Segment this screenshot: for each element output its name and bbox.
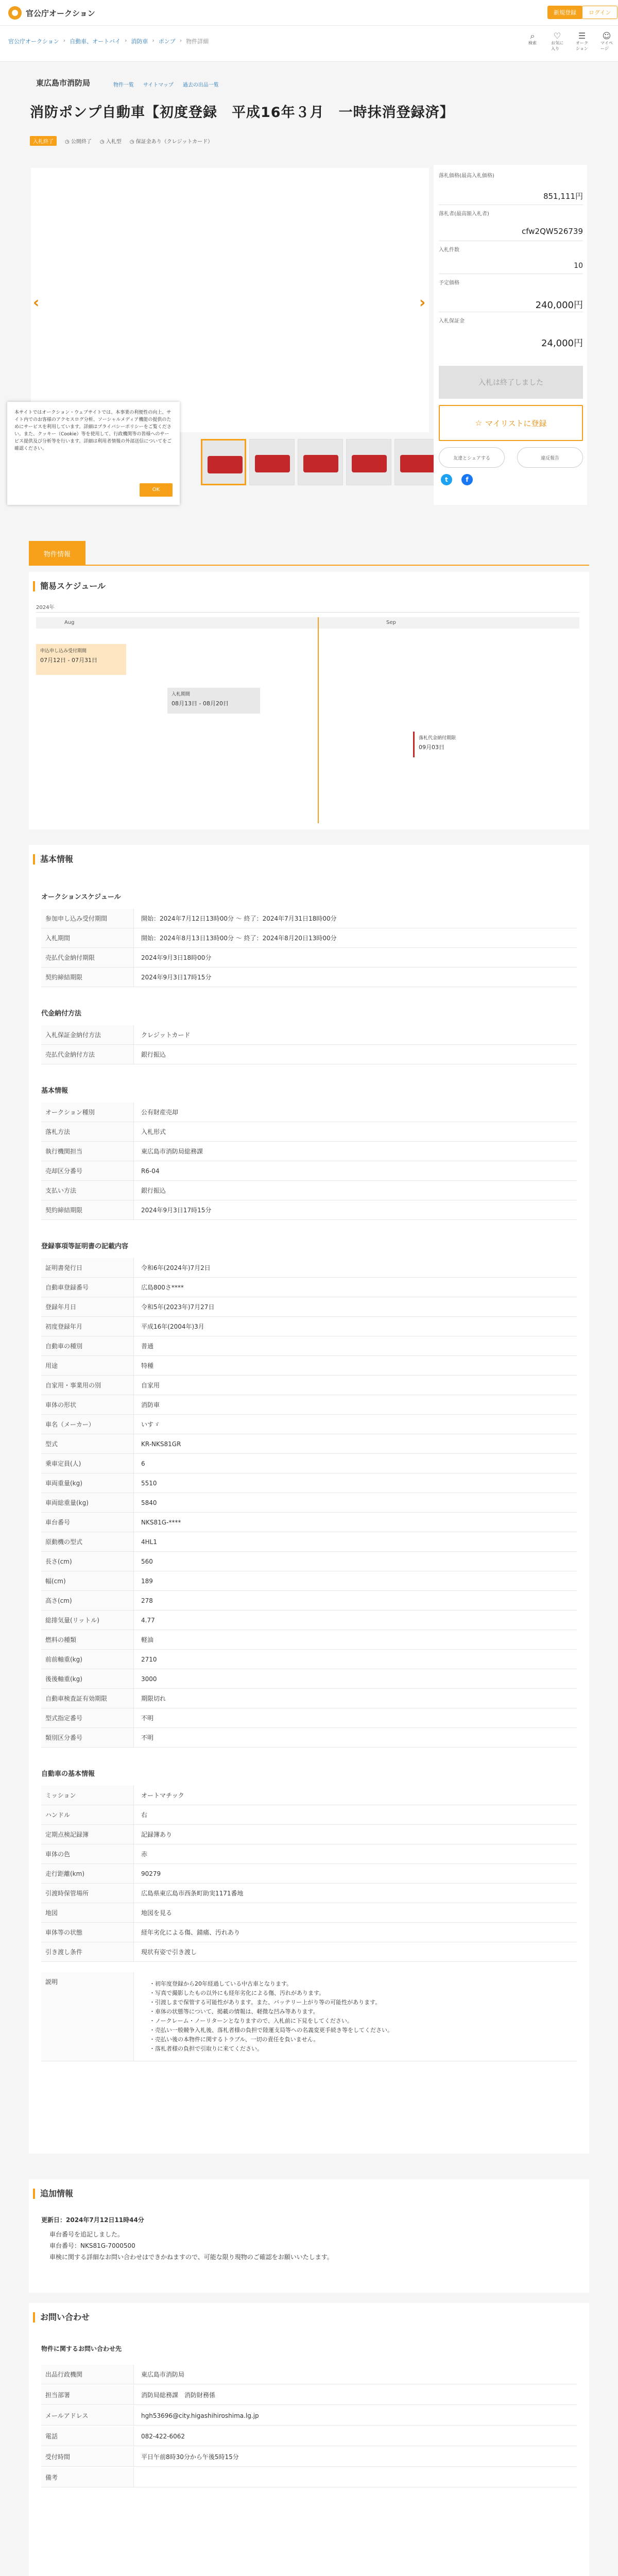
row-value: 特種 xyxy=(141,1362,154,1369)
row-value: 消防車 xyxy=(141,1401,160,1409)
row-value: 平成16年(2004年)3月 xyxy=(141,1323,204,1330)
table-row xyxy=(41,1336,577,1356)
description-row xyxy=(41,1972,577,2061)
row-key: 長さ(cm) xyxy=(41,1552,134,1571)
row-value: 現状有姿で引き渡し xyxy=(141,1948,197,1956)
row-value: 記録簿あり xyxy=(141,1831,173,1838)
row-key: 契約締結期限 xyxy=(41,968,134,987)
row-key: 参加申し込み受付期間 xyxy=(41,909,134,928)
row-value: 公有財産売却 xyxy=(141,1109,179,1116)
row-key: 電話 xyxy=(41,2427,134,2446)
table-row xyxy=(41,1571,577,1591)
main-image[interactable] xyxy=(31,168,429,432)
row-key: ミッション xyxy=(41,1786,134,1805)
schedule-year: 2024年 xyxy=(36,605,55,611)
row-key: 型式指定番号 xyxy=(41,1708,134,1727)
table-row xyxy=(41,1415,577,1434)
row-value: 銀行振込 xyxy=(141,1051,166,1058)
table-row xyxy=(41,1122,577,1142)
row-key: 前前軸重(kg) xyxy=(41,1650,134,1669)
row-value: KR-NKS81GR xyxy=(141,1440,181,1448)
table-row xyxy=(41,1434,577,1454)
row-value: 2710 xyxy=(141,1655,157,1663)
item-title: 消防ポンプ自動車【初度登録 平成16年３月 一時抹消登録済】 xyxy=(30,105,454,121)
table-row xyxy=(41,928,577,948)
table-row xyxy=(41,909,577,928)
table-row xyxy=(41,1532,577,1552)
row-key: 登録年月日 xyxy=(41,1297,134,1316)
table-row xyxy=(41,1473,577,1493)
price-row: 落札者(最高額入札者) cfw2QW526739 xyxy=(439,209,583,241)
table-row xyxy=(41,1045,577,1064)
register-button[interactable]: 新規登録 xyxy=(547,6,582,19)
row-key: 売払代金納付方法 xyxy=(41,1045,134,1064)
row-key: 引き渡し条件 xyxy=(41,1942,134,1961)
tab-item-info[interactable]: 物件情報 xyxy=(29,541,85,566)
row-key: 車体等の状態 xyxy=(41,1923,134,1942)
schedule-bar: 申込申し込み受付期間 07月12日 - 07月31日 xyxy=(36,644,126,675)
table-row xyxy=(41,1297,577,1317)
table-row xyxy=(41,1552,577,1571)
row-key: 備考 xyxy=(41,2468,134,2487)
bid-panel xyxy=(434,165,587,505)
table-row xyxy=(41,1025,577,1045)
table-row xyxy=(41,1142,577,1161)
row-key: 走行距離(km) xyxy=(41,1864,134,1883)
row-value: 銀行振込 xyxy=(141,1187,166,1194)
table-row xyxy=(41,1630,577,1650)
row-value: 6 xyxy=(141,1460,145,1467)
row-value: NKS81G-**** xyxy=(141,1518,181,1526)
row-key: 自動車の種別 xyxy=(41,1336,134,1355)
row-key: 原動機の型式 xyxy=(41,1532,134,1551)
thumbnail[interactable] xyxy=(249,439,295,485)
table-row xyxy=(41,1278,577,1297)
schedule-bar: 入札期間 08月13日 - 08月20日 xyxy=(167,688,260,714)
contact-card xyxy=(29,2303,589,2576)
row-value: 経年劣化による傷、錆痛、汚れあり xyxy=(141,1929,241,1936)
table-row xyxy=(41,1200,577,1220)
price-row: 予定価格 240,000円 xyxy=(439,278,583,312)
table-row xyxy=(41,1884,577,1903)
org-link[interactable]: 過去の出品一覧 xyxy=(182,82,219,88)
row-key: 用途 xyxy=(41,1356,134,1375)
item-tags xyxy=(30,136,213,146)
table-row xyxy=(41,1786,577,1805)
row-key: 支払い方法 xyxy=(41,1181,134,1200)
basic-info-heading: 基本情報 xyxy=(33,854,73,865)
row-value: 広島800さ**** xyxy=(141,1284,184,1291)
table-row xyxy=(41,1942,577,1962)
row-key: 地図 xyxy=(41,1903,134,1922)
row-key: 自動車登録番号 xyxy=(41,1278,134,1297)
table-group-title: 基本情報 xyxy=(41,1087,68,1095)
row-value: 東広島市消防局 xyxy=(141,2371,185,2378)
additional-info-card xyxy=(29,2179,589,2293)
breadcrumb-item[interactable]: 官公庁オークション xyxy=(8,38,59,45)
list-icon[interactable]: ☰ オークション xyxy=(576,31,588,51)
row-value: オートマチック xyxy=(141,1792,184,1799)
table-row xyxy=(41,948,577,968)
description-line: ・ノークレーム・ノーリターンとなりますので、入札前に下見をしてください。 xyxy=(149,2018,353,2024)
row-value: 入札形式 xyxy=(141,1128,166,1136)
row-value: 5510 xyxy=(141,1479,157,1487)
tag-label: ◷ 公開終了 xyxy=(65,139,92,145)
row-key: 後後軸重(kg) xyxy=(41,1669,134,1688)
map-link[interactable]: 地図を見る xyxy=(141,1909,173,1917)
logo-text: 官公庁オークション xyxy=(26,8,95,18)
row-value: 赤 xyxy=(141,1851,148,1858)
table-row xyxy=(41,1650,577,1669)
site-header xyxy=(0,0,618,26)
table-row xyxy=(41,1728,577,1748)
description-line: ・車体の状態等について、掲載の情報は、軽微な凹み等あります。 xyxy=(149,2008,319,2015)
row-key: メールアドレス xyxy=(41,2406,134,2425)
org-link[interactable]: 物件一覧 xyxy=(113,82,134,88)
table-row xyxy=(41,1805,577,1825)
row-key: 売却区分番号 xyxy=(41,1161,134,1180)
row-key: 落札方法 xyxy=(41,1122,134,1141)
table-row xyxy=(41,1103,577,1122)
table-row xyxy=(41,1689,577,1708)
row-key: 車両総重量(kg) xyxy=(41,1493,134,1512)
thumbnail-strip xyxy=(201,439,440,485)
email-link[interactable]: hgh53696@city.higashihiroshima.lg.jp xyxy=(141,2412,259,2419)
table-row xyxy=(41,1181,577,1200)
table-row xyxy=(41,1454,577,1473)
row-value: 560 xyxy=(141,1557,153,1565)
row-key: 引渡時保管場所 xyxy=(41,1884,134,1903)
description-line: ・写真で撮影したもの以外にも経年劣化による傷、汚れがあります。 xyxy=(149,1990,325,1996)
description-line: ・初年度登録から20年経過している中古車となります。 xyxy=(149,1980,293,1987)
table-group-title: 代金納付方法 xyxy=(41,1010,82,1018)
table-row xyxy=(41,1395,577,1415)
row-value: 東広島市消防局総務課 xyxy=(141,1148,203,1155)
row-key: ハンドル xyxy=(41,1805,134,1824)
row-value: いすゞ xyxy=(141,1421,160,1428)
contact-row xyxy=(41,2385,577,2405)
row-key: 出品行政機関 xyxy=(41,2365,134,2384)
breadcrumb-item[interactable]: 消防車 xyxy=(131,38,148,45)
breadcrumb-item[interactable]: ポンプ xyxy=(158,38,176,45)
row-value: 不明 xyxy=(141,1734,154,1741)
description-line: ・引渡しまで保管する可能性があります。また、バッテリー上がり等の可能性があります。 xyxy=(149,1999,381,2006)
table-row xyxy=(41,1317,577,1336)
table-row xyxy=(41,1161,577,1181)
description-line: ・売払い一般競争入札後、落札者様の負担で陸運支局等への名義変更手続き等をしてください。 xyxy=(149,2027,393,2033)
row-key: 受付時間 xyxy=(41,2447,134,2466)
contact-heading: お問い合わせ xyxy=(33,2312,90,2323)
site-logo[interactable] xyxy=(8,6,95,20)
report-button[interactable]: 違反報告 xyxy=(517,447,583,468)
thumbnail[interactable] xyxy=(298,439,343,485)
tag-label: ◷ 保証金あり（クレジットカード） xyxy=(129,139,213,145)
row-key: 車名（メーカー） xyxy=(41,1415,134,1434)
schedule-bar: 落札代金納付期限 09月03日 xyxy=(413,732,470,757)
contact-row xyxy=(41,2365,577,2384)
breadcrumb: 官公庁オークション › 自動車、オートバイ › 消防車 › ポンプ › 物件詳細 xyxy=(8,37,209,45)
price-row: 入札件数 10 xyxy=(439,245,583,274)
row-key: 型式 xyxy=(41,1434,134,1453)
contact-row xyxy=(41,2447,577,2467)
thumbnail[interactable] xyxy=(346,439,391,485)
schedule-heading: 簡易スケジュール xyxy=(33,581,106,591)
row-key: 幅(cm) xyxy=(41,1571,134,1590)
row-key: 車体の形状 xyxy=(41,1395,134,1414)
row-key: 車台番号 xyxy=(41,1513,134,1532)
contact-row xyxy=(41,2406,577,2426)
contact-row xyxy=(41,2427,577,2446)
row-key: 車体の色 xyxy=(41,1844,134,1863)
row-value: 082-422-6062 xyxy=(141,2432,185,2440)
cookie-banner xyxy=(7,402,180,505)
schedule-gantt xyxy=(36,603,579,824)
bid-closed-button[interactable]: 入札は終了しました xyxy=(439,366,583,399)
social-links xyxy=(441,474,473,485)
table-row xyxy=(41,1708,577,1728)
facebook-icon[interactable]: f xyxy=(461,474,473,485)
table-group-title: 自動車の基本情報 xyxy=(41,1770,95,1778)
row-key: 類別区分番号 xyxy=(41,1728,134,1747)
contact-row xyxy=(41,2468,577,2487)
additional-text: 車台番号を追記しました。 車台番号：NKS81G-7000500 車検に関する詳細なお問い合わせはできかねますので、可能な限り現物のご確認をお願いいたします。 xyxy=(49,2231,333,2261)
search-icon[interactable]: ⌕ 検索 xyxy=(528,31,537,45)
row-value: 普通 xyxy=(141,1343,154,1350)
row-value: 2024年9月3日17時15分 xyxy=(141,974,212,981)
row-key: 自家用・事業用の別 xyxy=(41,1376,134,1395)
status-badge: 入札終了 xyxy=(30,136,57,146)
org-links xyxy=(113,80,219,88)
cookie-text: 本サイトではオークション・ウェブサイトでは、本事業の利便性の向上、サイト内でのお客様のアクセスログ分析、ソーシャルメディア機能の提供のためにサービスを利用しています。詳細はプライバシーポリシーをご覧ください。また、クッキー（Cookie）等を使用して、行政機関等の皆様へのサービス提供及び分析等を行います。詳細は利用者情報の外部送信についてをご確認ください。 xyxy=(14,410,172,451)
row-value: 右 xyxy=(141,1811,148,1819)
row-value: 不明 xyxy=(141,1715,154,1722)
row-value: 平日午前8時30分から午後5時15分 xyxy=(141,2453,239,2461)
price-row: 入札保証金 24,000円 xyxy=(439,318,583,349)
prev-image-arrow-icon[interactable]: ‹ xyxy=(33,294,40,312)
row-value: 期限切れ xyxy=(141,1695,166,1702)
breadcrumb-current: 物件詳細 xyxy=(186,38,209,45)
row-value: 消防局総務課 消防財務係 xyxy=(141,2392,216,2399)
row-key: 燃料の種類 xyxy=(41,1630,134,1649)
table-row xyxy=(41,1903,577,1923)
additional-heading: 追加情報 xyxy=(33,2189,73,2199)
table-group-title: 登録事項等証明書の記載内容 xyxy=(41,1243,129,1250)
mylist-button[interactable]: ☆ マイリストに登録 xyxy=(439,405,583,441)
month-label: Sep xyxy=(386,620,396,625)
row-value: 90279 xyxy=(141,1870,161,1877)
row-key: 高さ(cm) xyxy=(41,1591,134,1610)
row-key: 契約締結期限 xyxy=(41,1200,134,1219)
row-value: 開始：2024年8月13日13時00分 ～ 終了：2024年8月20日13時00分 xyxy=(141,935,337,942)
table-row xyxy=(41,1864,577,1884)
row-value: 4HL1 xyxy=(141,1538,157,1546)
row-key: 定期点検記録簿 xyxy=(41,1825,134,1844)
row-key: 担当部署 xyxy=(41,2385,134,2404)
user-icon[interactable]: ☺ マイページ xyxy=(600,31,613,51)
row-key: 自動車検査証有効期限 xyxy=(41,1689,134,1708)
row-value: 2024年9月3日18時00分 xyxy=(141,954,212,961)
row-value: 広島県東広島市西条町助実1171番地 xyxy=(141,1890,244,1897)
row-value: 令和5年(2023年)7月27日 xyxy=(141,1303,215,1311)
description-line: ・売払い後の本物件に関するトラブル、一切の責任を負いません。 xyxy=(149,2036,319,2043)
table-row xyxy=(41,968,577,987)
tag-label: ◷ 入札型 xyxy=(99,139,122,145)
row-value: 自家用 xyxy=(141,1382,160,1389)
cookie-ok-button[interactable]: OK xyxy=(140,483,173,497)
row-key: 証明書発行日 xyxy=(41,1258,134,1277)
table-row xyxy=(41,1825,577,1844)
org-link[interactable]: サイトマップ xyxy=(143,82,174,88)
month-label: Aug xyxy=(64,620,75,625)
table-row xyxy=(41,1844,577,1864)
row-value: クレジットカード xyxy=(141,1031,191,1039)
row-key: 説明 xyxy=(41,1972,134,2061)
row-value: 令和6年(2024年)7月2日 xyxy=(141,1264,211,1272)
twitter-icon[interactable]: t xyxy=(441,474,452,485)
row-key: 乗車定員(人) xyxy=(41,1454,134,1473)
row-key: オークション種別 xyxy=(41,1103,134,1122)
star-icon: ☆ xyxy=(475,418,483,428)
heart-icon[interactable]: ♡ お気に入り xyxy=(551,31,563,51)
table-row xyxy=(41,1923,577,1942)
table-group-title: オークションスケジュール xyxy=(41,893,121,901)
description-line: ・落札者様の負担で引取りに来てください。 xyxy=(149,2045,263,2052)
row-key: 入札保証金納付方法 xyxy=(41,1025,134,1044)
org-name[interactable]: 東広島市消防局 xyxy=(36,78,91,88)
share-button[interactable]: 友達とシェアする xyxy=(439,447,505,468)
contact-subheading: 物件に関するお問い合わせ先 xyxy=(41,2345,122,2352)
logo-mark-icon xyxy=(8,6,22,20)
table-row xyxy=(41,1493,577,1513)
header-nav-icons xyxy=(526,31,613,51)
table-row xyxy=(41,1591,577,1611)
description-list xyxy=(134,1972,400,2061)
thumbnail[interactable] xyxy=(394,439,440,485)
table-row xyxy=(41,1611,577,1630)
login-button[interactable]: ログイン xyxy=(582,6,617,19)
updated-date: 更新日：2024年7月12日11時44分 xyxy=(41,2216,144,2224)
row-value: 5840 xyxy=(141,1499,157,1506)
row-value: 2024年9月3日17時15分 xyxy=(141,1207,212,1214)
row-value: 278 xyxy=(141,1597,153,1604)
row-value: 4.77 xyxy=(141,1616,155,1624)
row-value: 3000 xyxy=(141,1675,157,1683)
table-row xyxy=(41,1669,577,1689)
table-row xyxy=(41,1258,577,1278)
row-value: 軽油 xyxy=(141,1636,154,1643)
row-key: 初度登録年月 xyxy=(41,1317,134,1336)
row-key: 車両重量(kg) xyxy=(41,1473,134,1493)
row-key: 入札期間 xyxy=(41,928,134,947)
row-key: 売払代金納付期限 xyxy=(41,948,134,967)
table-row xyxy=(41,1376,577,1395)
tab-bar xyxy=(29,541,589,566)
row-key: 執行機関担当 xyxy=(41,1142,134,1161)
price-row: 落札価格(最高入札価格) 851,111円 xyxy=(439,171,583,205)
thumbnail[interactable] xyxy=(201,439,246,485)
row-value: 189 xyxy=(141,1577,153,1585)
row-value: R6-04 xyxy=(141,1167,160,1175)
next-image-arrow-icon[interactable]: › xyxy=(419,294,426,312)
row-key: 総排気量(リットル) xyxy=(41,1611,134,1630)
row-value: 開始：2024年7月12日13時00分 ～ 終了：2024年7月31日18時00分 xyxy=(141,915,337,922)
breadcrumb-item[interactable]: 自動車、オートバイ xyxy=(70,38,121,45)
table-row xyxy=(41,1356,577,1376)
table-row xyxy=(41,1513,577,1532)
